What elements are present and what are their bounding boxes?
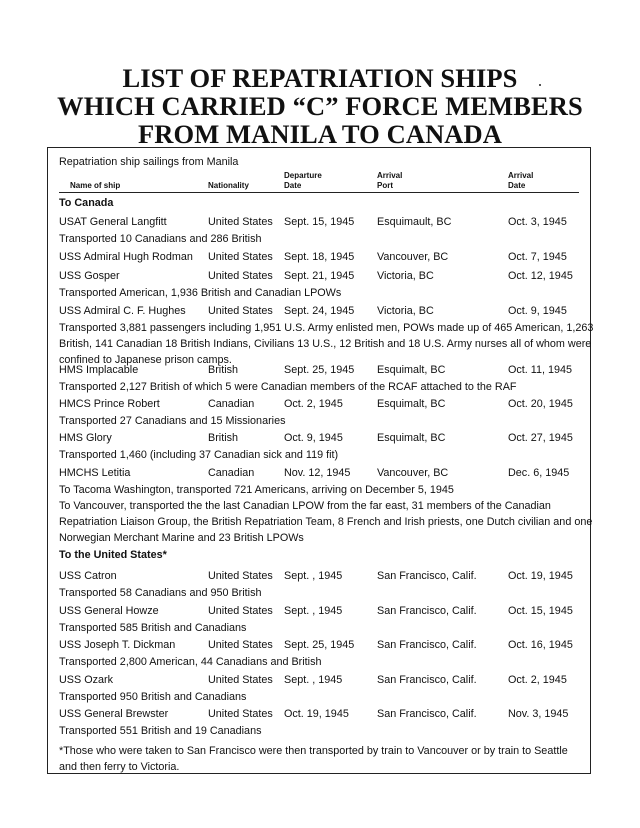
ship-note: Transported 2,127 British of which 5 were Canadian members of the RCAF attached to the RAF xyxy=(59,381,517,393)
arrival-date: Nov. 3, 1945 xyxy=(508,708,569,720)
ship-nationality: United States xyxy=(208,570,273,582)
ship-note: Norwegian Merchant Marine and 23 British LPOWs xyxy=(59,532,304,544)
arrival-date: Oct. 16, 1945 xyxy=(508,639,573,651)
ship-note: Transported 585 British and Canadians xyxy=(59,622,247,634)
header-arrival-port-line-2: Port xyxy=(377,181,393,190)
ship-nationality: United States xyxy=(208,605,273,617)
header-departure-date xyxy=(284,171,322,191)
ship-name: USS Admiral Hugh Rodman xyxy=(59,251,193,263)
ship-name: USS Catron xyxy=(59,570,117,582)
table-caption: Repatriation ship sailings from Manila xyxy=(59,156,239,168)
section-heading: To the United States* xyxy=(59,549,167,561)
header-arrival-date xyxy=(508,171,533,191)
ship-note: Transported 1,460 (including 37 Canadian sick and 119 fit) xyxy=(59,449,339,461)
arrival-date: Oct. 9, 1945 xyxy=(508,305,567,317)
arrival-port: Victoria, BC xyxy=(377,270,434,282)
ship-note: Transported 58 Canadians and 950 British xyxy=(59,587,262,599)
arrival-port: Esquimalt, BC xyxy=(377,432,446,444)
ship-note: Repatriation Liaison Group, the British Repatriation Team, 8 French and Irish priests, one Dutch civilian and one xyxy=(59,516,593,528)
arrival-port: Esquimalt, BC xyxy=(377,398,446,410)
ship-nationality: United States xyxy=(208,216,273,228)
ship-note: To Tacoma Washington, transported 721 Americans, arriving on December 5, 1945 xyxy=(59,484,454,496)
ship-nationality: United States xyxy=(208,270,273,282)
header-departure-line-1: Departure xyxy=(284,171,322,180)
arrival-date: Oct. 12, 1945 xyxy=(508,270,573,282)
arrival-date: Oct. 3, 1945 xyxy=(508,216,567,228)
ship-nationality: Canadian xyxy=(208,467,255,479)
ship-nationality: British xyxy=(208,364,238,376)
departure-date: Oct. 19, 1945 xyxy=(284,708,349,720)
arrival-port: San Francisco, Calif. xyxy=(377,605,477,617)
scan-speck xyxy=(539,84,541,86)
ship-name: HMS Implacable xyxy=(59,364,139,376)
departure-date: Sept. 25, 1945 xyxy=(284,364,355,376)
title-line-1: LIST OF REPATRIATION SHIPS xyxy=(122,63,518,93)
footnote: *Those who were taken to San Francisco were then transported by train to Vancouver or by train to Seattle and then ferry to Victoria. xyxy=(59,745,568,773)
arrival-port: San Francisco, Calif. xyxy=(377,570,477,582)
ship-nationality: United States xyxy=(208,639,273,651)
ship-name: HMCHS Letitia xyxy=(59,467,131,479)
header-departure-line-2: Date xyxy=(284,181,302,190)
arrival-port: Esquimault, BC xyxy=(377,216,452,228)
arrival-date: Oct. 2, 1945 xyxy=(508,674,567,686)
ship-note: British, 141 Canadian 18 British Indians, Civilians 13 U.S., 12 British and 18 U.S. Army nurses all of whom were xyxy=(59,338,592,350)
header-arrival-port-line-1: Arrival xyxy=(377,171,403,180)
section-heading: To Canada xyxy=(59,197,114,209)
arrival-port: Esquimalt, BC xyxy=(377,364,446,376)
departure-date: Sept. , 1945 xyxy=(284,570,343,582)
document-title xyxy=(0,64,640,148)
arrival-date: Oct. 11, 1945 xyxy=(508,364,573,376)
arrival-date: Oct. 19, 1945 xyxy=(508,570,573,582)
header-rule xyxy=(59,192,579,193)
ship-nationality: Canadian xyxy=(208,398,255,410)
arrival-port: Vancouver, BC xyxy=(377,467,449,479)
arrival-port: Vancouver, BC xyxy=(377,251,449,263)
ship-note: Transported 27 Canadians and 15 Missionaries xyxy=(59,415,286,427)
arrival-port: Victoria, BC xyxy=(377,305,434,317)
ship-note: Transported 3,881 passengers including 1,951 U.S. Army enlisted men, POWs made up of 465 American, 1,263 xyxy=(59,322,594,334)
ship-note: Transported American, 1,936 British and Canadian LPOWs xyxy=(59,287,342,299)
arrival-date: Dec. 6, 1945 xyxy=(508,467,570,479)
ship-note: Transported 551 British and 19 Canadians xyxy=(59,725,262,737)
departure-date: Oct. 2, 1945 xyxy=(284,398,343,410)
departure-date: Sept. 24, 1945 xyxy=(284,305,355,317)
ship-name: USS Joseph T. Dickman xyxy=(59,639,176,651)
header-arrival-date-line-2: Date xyxy=(508,181,526,190)
arrival-date: Oct. 15, 1945 xyxy=(508,605,573,617)
ship-nationality: United States xyxy=(208,708,273,720)
header-ship: Name of ship xyxy=(70,181,121,190)
ship-name: HMCS Prince Robert xyxy=(59,398,160,410)
departure-date: Sept. 15, 1945 xyxy=(284,216,355,228)
departure-date: Nov. 12, 1945 xyxy=(284,467,351,479)
title-line-3: FROM MANILA TO CANADA xyxy=(137,119,503,149)
ship-name: USS Gosper xyxy=(59,270,120,282)
departure-date: Sept. 18, 1945 xyxy=(284,251,355,263)
ship-nationality: British xyxy=(208,432,238,444)
departure-date: Oct. 9, 1945 xyxy=(284,432,343,444)
ship-nationality: United States xyxy=(208,674,273,686)
departure-date: Sept. 25, 1945 xyxy=(284,639,355,651)
ship-name: USAT General Langfitt xyxy=(59,216,167,228)
title-line-2: WHICH CARRIED “C” FORCE MEMBERS xyxy=(57,91,583,121)
arrival-date: Oct. 20, 1945 xyxy=(508,398,573,410)
ship-name: USS Admiral C. F. Hughes xyxy=(59,305,186,317)
header-arrival-port xyxy=(377,171,402,191)
ship-name: USS General Brewster xyxy=(59,708,169,720)
ship-note: Transported 2,800 American, 44 Canadians and British xyxy=(59,656,322,668)
ship-note: Transported 10 Canadians and 286 British xyxy=(59,233,262,245)
header-nationality: Nationality xyxy=(208,181,249,190)
header-arrival-date-line-1: Arrival xyxy=(508,171,534,180)
ship-name: HMS Glory xyxy=(59,432,112,444)
arrival-port: San Francisco, Calif. xyxy=(377,708,477,720)
ship-name: USS Ozark xyxy=(59,674,113,686)
arrival-port: San Francisco, Calif. xyxy=(377,639,477,651)
ship-nationality: United States xyxy=(208,305,273,317)
ship-name: USS General Howze xyxy=(59,605,159,617)
arrival-date: Oct. 27, 1945 xyxy=(508,432,573,444)
ship-note: confined to Japanese prison camps. xyxy=(59,354,232,366)
arrival-date: Oct. 7, 1945 xyxy=(508,251,567,263)
ship-nationality: United States xyxy=(208,251,273,263)
ship-note: To Vancouver, transported the the last Canadian LPOW from the far east, 31 members of the Canadian xyxy=(59,500,551,512)
departure-date: Sept. , 1945 xyxy=(284,674,343,686)
arrival-port: San Francisco, Calif. xyxy=(377,674,477,686)
departure-date: Sept. , 1945 xyxy=(284,605,343,617)
departure-date: Sept. 21, 1945 xyxy=(284,270,355,282)
ship-note: Transported 950 British and Canadians xyxy=(59,691,247,703)
